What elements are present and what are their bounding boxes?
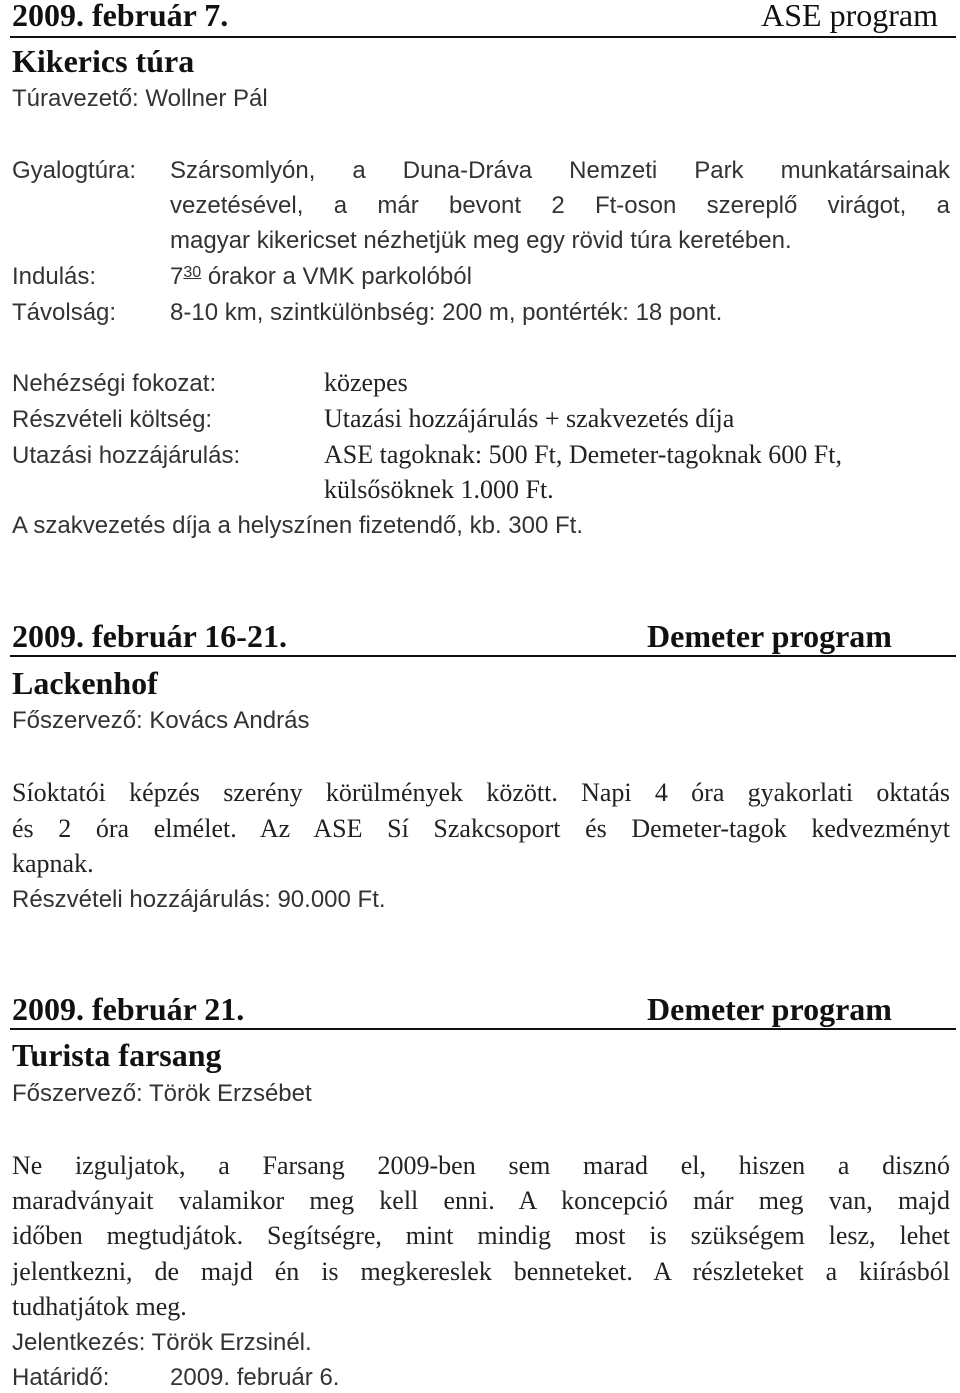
event1-travel-line-1: ASE tagoknak: 500 Ft, Demeter-tagoknak 600 Ft, [324, 440, 842, 469]
event1-desc-line-3: magyar kikericset nézhetjük meg egy rövid túra keretében. [170, 227, 792, 254]
event2-divider [10, 655, 956, 657]
event1-leader: Túravezető: Wollner Pál [12, 85, 268, 112]
event1-cost-value: Utazási hozzájárulás + szakvezetés díja [324, 404, 735, 433]
event1-start-label: Indulás: [12, 263, 97, 290]
event2-desc-line-2: és 2 óra elmélet. Az ASE Sí Szakcsoport és Demeter-tagok kedvezményt [12, 814, 950, 843]
event3-date: 2009. február 21. [12, 991, 245, 1027]
event2-desc-line-1: Síoktatói képzés szerény körülmények között. Napi 4 óra gyakorlati oktatás [12, 778, 950, 807]
event3-deadline-label: Határidő: [12, 1364, 110, 1391]
event1-cost-label: Részvételi költség: [12, 406, 213, 433]
event3-desc-line-4: jelentkezni, de majd én is megkereslek benneteket. A részleteket a kiírásból [12, 1257, 950, 1286]
event1-distance-label: Távolság: [12, 299, 117, 326]
event3-desc-line-5: tudhatjátok meg. [12, 1292, 187, 1321]
event3-organizer: Főszervező: Török Erzsébet [12, 1080, 312, 1107]
event1-desc-line-2: vezetésével, a már bevont 2 Ft-oson szereplő virágot, a [170, 192, 950, 219]
event3-title: Turista farsang [12, 1037, 222, 1073]
event1-distance-value: 8-10 km, szintkülönbség: 200 m, pontérték: 18 pont. [170, 299, 723, 326]
event2-desc-line-3: kapnak. [12, 849, 94, 878]
event2-date: 2009. február 16-21. [12, 618, 287, 654]
event3-desc-line-3: időben megtudjátok. Segítségre, mint mindig most is szükségem lesz, lehet [12, 1221, 950, 1250]
event1-divider [10, 36, 956, 38]
event2-organizer: Főszervező: Kovács András [12, 707, 310, 734]
event1-travel-line-2: külsősöknek 1.000 Ft. [324, 475, 554, 504]
event1-travel-label: Utazási hozzájárulás: [12, 442, 241, 469]
event1-date: 2009. február 7. [12, 0, 229, 33]
event2-fee: Részvételi hozzájárulás: 90.000 Ft. [12, 886, 386, 913]
event1-program: ASE program [761, 0, 938, 33]
event2-program: Demeter program [647, 618, 892, 654]
event2-title: Lackenhof [12, 665, 158, 701]
event3-desc-line-1: Ne izguljatok, a Farsang 2009-ben sem marad el, hiszen a disznó [12, 1151, 950, 1180]
event3-program: Demeter program [647, 991, 892, 1027]
event1-difficulty-value: közepes [324, 368, 408, 397]
event3-deadline-value: 2009. február 6. [170, 1364, 340, 1391]
event1-guide-fee: A szakvezetés díja a helyszínen fizetendő, kb. 300 Ft. [12, 512, 583, 539]
event3-signup: Jelentkezés: Török Erzsinél. [12, 1329, 312, 1356]
event1-desc-label: Gyalogtúra: [12, 157, 137, 184]
event3-divider [10, 1028, 956, 1030]
event1-start-value: $7^{30}$ órakor a VMK parkolóból [170, 263, 472, 290]
event3-desc-line-2: maradványait valamikor meg kell enni. A koncepció már meg van, majd [12, 1186, 950, 1215]
event1-difficulty-label: Nehézségi fokozat: [12, 370, 217, 397]
event1-desc-line-1: Szársomlyón, a Duna-Dráva Nemzeti Park munkatársainak [170, 157, 950, 184]
event1-title: Kikerics túra [12, 43, 195, 79]
